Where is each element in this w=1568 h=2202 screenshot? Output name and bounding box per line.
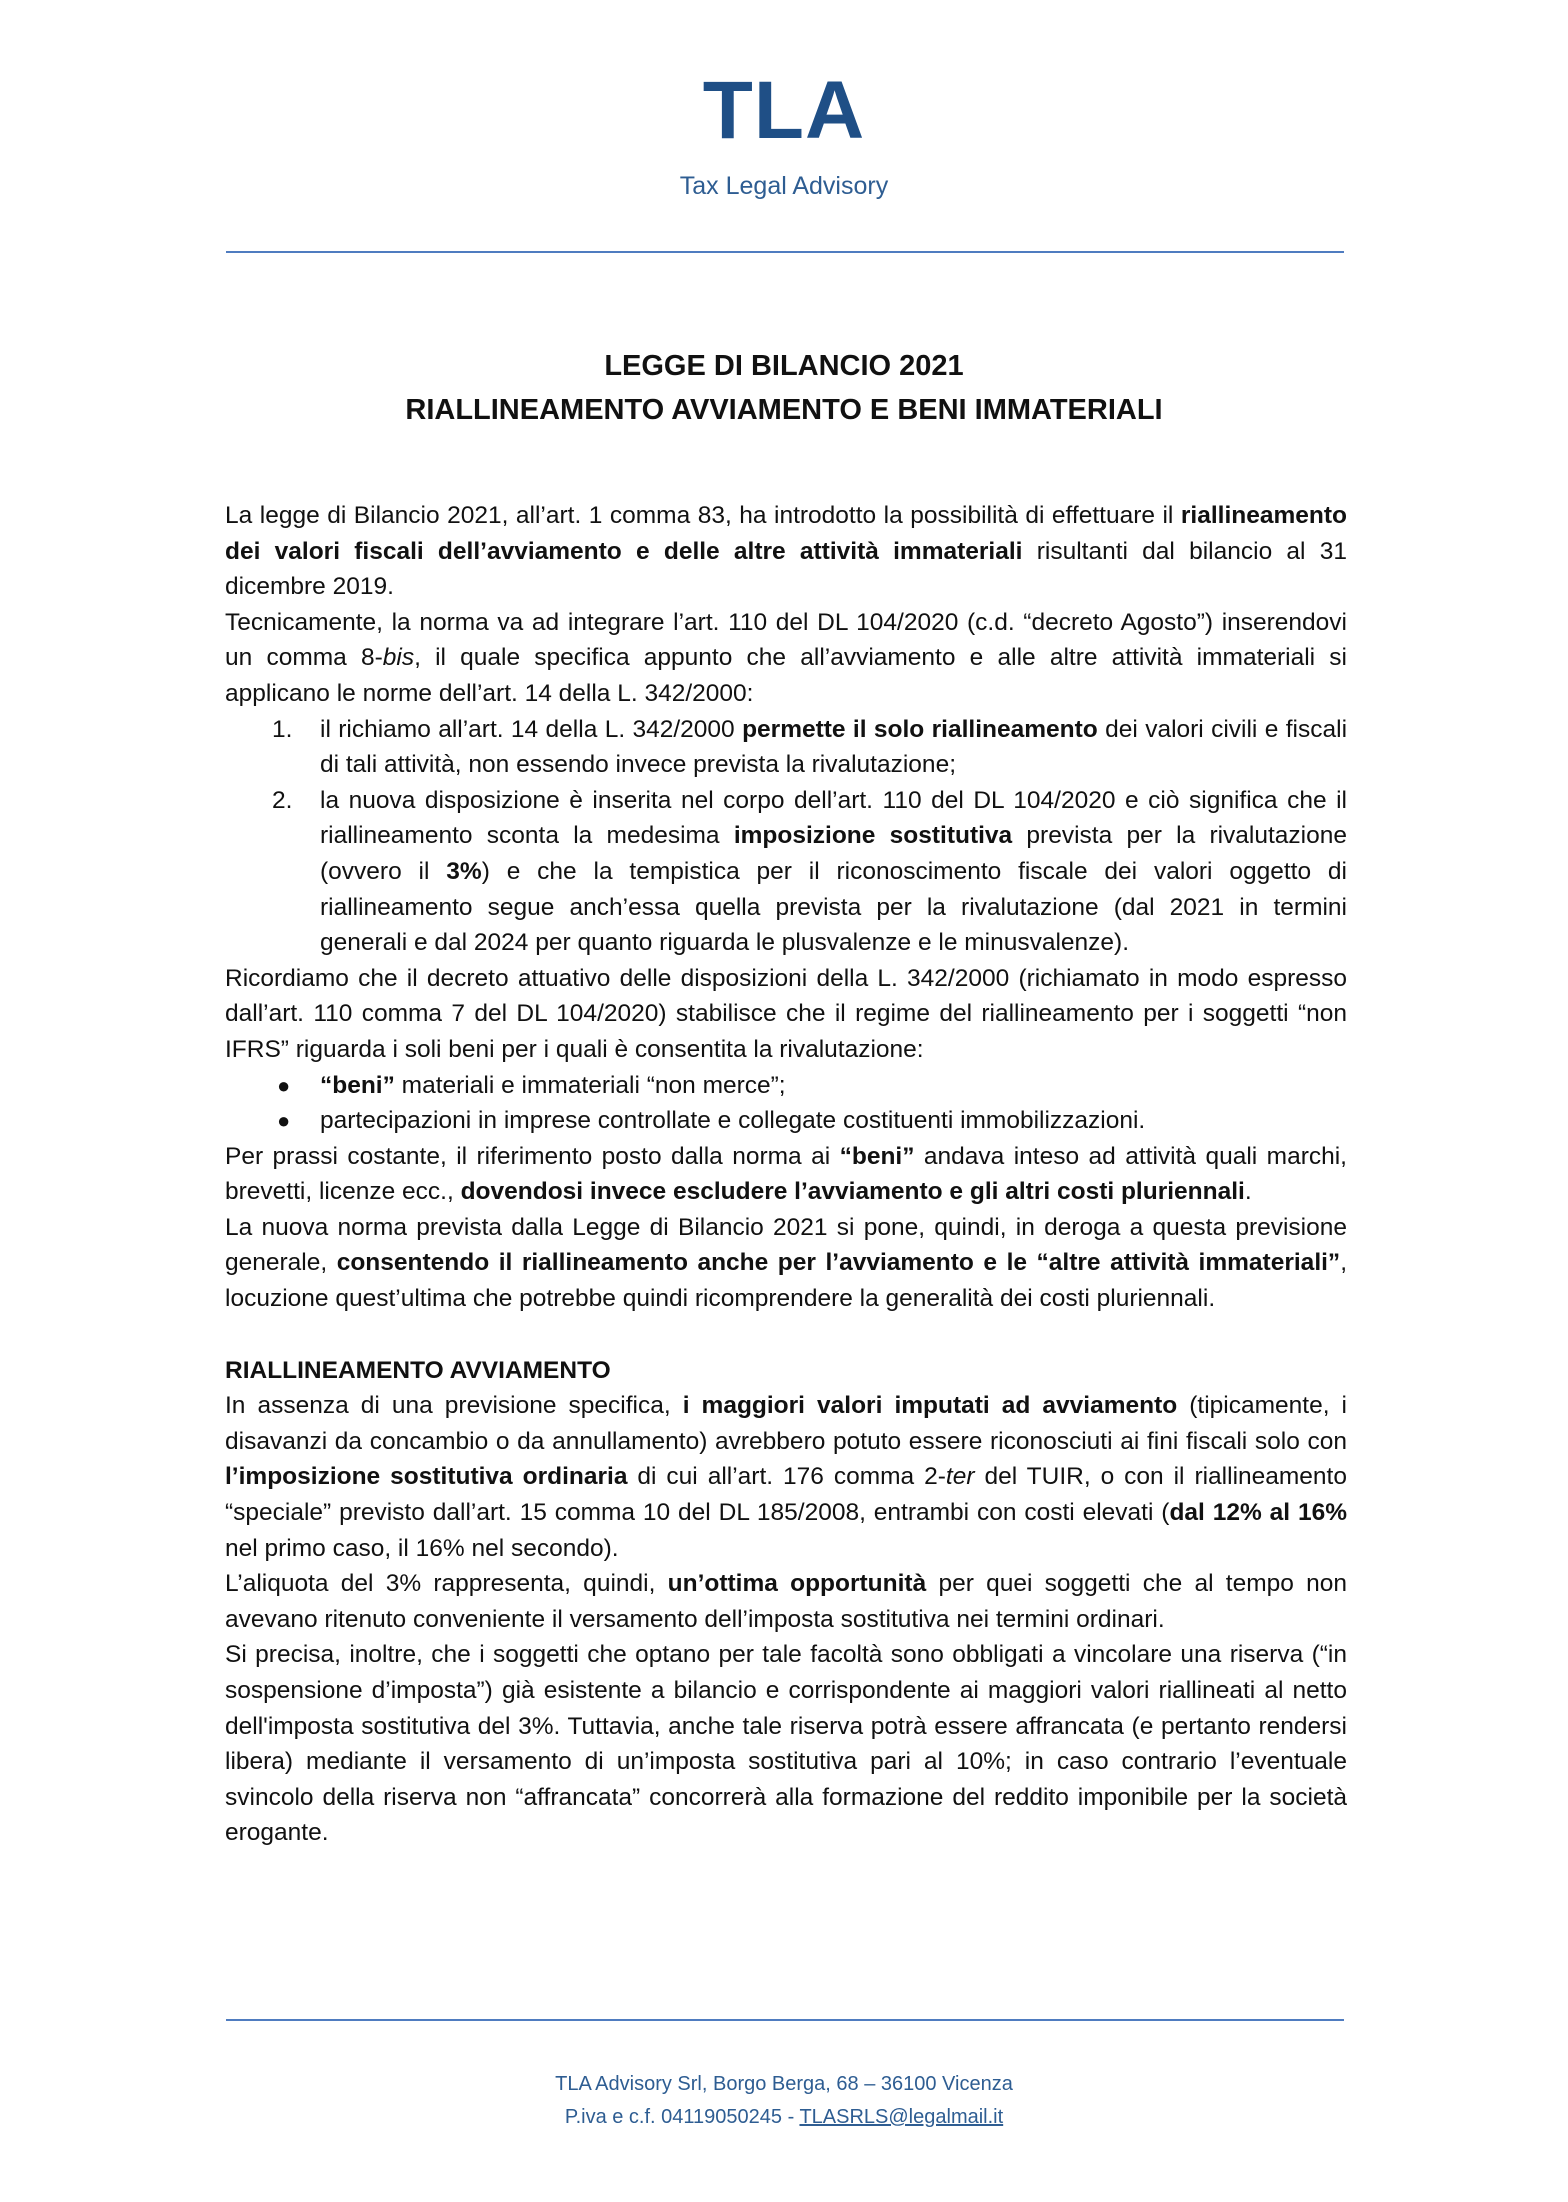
paragraph-technical bbox=[225, 605, 1347, 712]
bold-run: riallineamento dei valori fiscali dell’avviamento e delle altre attività immateriali bbox=[225, 502, 1347, 565]
text-run: La legge di Bilancio 2021, all’art. 1 comma 83, ha introdotto la possibilità di effettuare il bbox=[225, 502, 1181, 529]
text-run: il richiamo all’art. 14 della L. 342/2000 bbox=[320, 715, 743, 743]
paragraph-rate bbox=[225, 1566, 1347, 1637]
bullet-icon: ● bbox=[277, 1072, 291, 1098]
bold-run: i maggiori valori imputati ad avviamento bbox=[682, 1392, 1178, 1420]
list-item bbox=[225, 712, 1347, 783]
title-line-2: RIALLINEAMENTO AVVIAMENTO E BENI IMMATERIALI bbox=[405, 394, 1163, 426]
text-run: L’aliquota del 3% rappresenta, quindi, bbox=[225, 1570, 668, 1598]
bold-run: l’imposizione sostitutiva ordinaria bbox=[225, 1463, 628, 1491]
document-body bbox=[225, 498, 1347, 1851]
section-heading: RIALLINEAMENTO AVVIAMENTO bbox=[225, 1356, 611, 1384]
text-run: (tipicamente, i disavanzi da concambio o da annullamento) avrebbero potuto essere riconosciuti ai fini fiscali solo con bbox=[225, 1392, 1347, 1455]
numbered-list bbox=[225, 712, 1347, 961]
bold-run: dovendosi invece escludere l’avviamento e gli altri costi pluriennali bbox=[460, 1178, 1245, 1206]
text-run: la nuova disposizione è inserita nel corpo dell’art. 110 del DL 104/2020 e ciò significa che il riallineamento sconta la medesima bbox=[320, 786, 1347, 850]
footer-address: TLA Advisory Srl, Borgo Berga, 68 – 36100 Vicenza bbox=[555, 2073, 1013, 2095]
document-title bbox=[0, 344, 1568, 432]
footer-tax-info bbox=[0, 2101, 1568, 2134]
title-line-1: LEGGE DI BILANCIO 2021 bbox=[604, 350, 964, 382]
letterhead bbox=[0, 65, 1568, 201]
text-run: ) e che la tempistica per il riconoscimento fiscale dei valori oggetto di riallineamento segue anch’essa quella prevista per la rivalutazione (dal 2021 in termini generali e dal 2024 per quanto riguarda le plusvalenze e le minusvalenze). bbox=[320, 857, 1347, 957]
text-run: per quei soggetti che al tempo non avevano ritenuto conveniente il versamento dell’imposta sostitutiva nei termini ordinari. bbox=[225, 1570, 1348, 1633]
bold-run: “beni” bbox=[839, 1142, 915, 1170]
italic-run: ter bbox=[945, 1463, 975, 1491]
text-run: nel primo caso, il 16% nel secondo). bbox=[225, 1534, 619, 1562]
text-run: Tecnicamente, la norma va ad integrare l’art. 110 del DL 104/2020 (c.d. “decreto Agosto”) inserendovi un comma 8- bbox=[225, 608, 1347, 672]
bullet-icon: ● bbox=[277, 1108, 291, 1134]
bold-run: 3% bbox=[446, 857, 482, 885]
text-run: partecipazioni in imprese controllate e collegate costituenti immobilizzazioni. bbox=[320, 1107, 1146, 1135]
text-run: prevista per la rivalutazione (ovvero il bbox=[320, 822, 1347, 885]
text-run: Per prassi costante, il riferimento posto dalla norma ai bbox=[225, 1142, 840, 1170]
bold-run: “beni” bbox=[320, 1071, 395, 1099]
bold-run: un’ottima opportunità bbox=[667, 1570, 927, 1598]
text-run: andava inteso ad attività quali marchi, brevetti, licenze ecc., bbox=[225, 1142, 1347, 1206]
text-run: , il quale specifica appunto che all’avviamento e alle altre attività immateriali si applicano le norme dell’art. 14 della L. 342/2000: bbox=[225, 644, 1348, 707]
paragraph-intro bbox=[225, 498, 1347, 605]
text-run: In assenza di una previsione specifica, bbox=[225, 1392, 683, 1420]
company-tagline: Tax Legal Advisory bbox=[679, 172, 889, 200]
spacer bbox=[225, 1317, 1347, 1353]
list-item bbox=[225, 783, 1347, 961]
text-run: materiali e immateriali “non merce”; bbox=[394, 1071, 786, 1099]
bullet-list bbox=[225, 1068, 1347, 1139]
text-run: , locuzione quest’ultima che potrebbe quindi ricomprendere la generalità dei costi pluriennali. bbox=[225, 1249, 1347, 1313]
email-link[interactable]: TLASRLS@legalmail.it bbox=[799, 2106, 1004, 2128]
bold-run: dal 12% al 16% bbox=[1169, 1499, 1347, 1527]
text-run: del TUIR, o con il riallineamento “speciale” previsto dall’art. 15 comma 10 del DL 185/2008, entrambi con costi elevati ( bbox=[225, 1463, 1347, 1527]
paragraph-goodwill bbox=[225, 1388, 1347, 1566]
list-number: 1. bbox=[272, 715, 293, 743]
footer-divider bbox=[226, 2019, 1344, 2021]
text-run: di cui all’art. 176 comma 2- bbox=[627, 1463, 946, 1491]
list-item bbox=[225, 1068, 1347, 1104]
company-logo: TLA bbox=[702, 65, 866, 156]
paragraph-new-rule bbox=[225, 1210, 1347, 1317]
text-run: dei valori civili e fiscali di tali attività, non essendo invece prevista la rivalutazione; bbox=[320, 715, 1348, 779]
list-number: 2. bbox=[272, 786, 293, 814]
paragraph-decree: Ricordiamo che il decreto attuativo delle disposizioni della L. 342/2000 (richiamato in modo espresso dall’art. 110 comma 7 del DL 104/2020) stabilisce che il regime del riallineamento per i soggetti “non IFRS” riguarda i soli beni per i quali è consentita la rivalutazione: bbox=[225, 964, 1347, 1063]
bold-run: imposizione sostitutiva bbox=[733, 822, 1013, 850]
bold-run: consentendo il riallineamento anche per l’avviamento e le “altre attività immateriali” bbox=[336, 1249, 1341, 1277]
bold-run: permette il solo riallineamento bbox=[742, 715, 1098, 743]
header-divider bbox=[226, 251, 1344, 253]
letterhead-footer bbox=[0, 2068, 1568, 2134]
footer-vat: P.iva e c.f. 04119050245 - bbox=[564, 2106, 800, 2128]
paragraph-practice bbox=[225, 1139, 1347, 1210]
text-run: La nuova norma prevista dalla Legge di Bilancio 2021 si pone, quindi, in deroga a questa previsione generale, bbox=[225, 1213, 1347, 1277]
text-run: . bbox=[1244, 1178, 1252, 1206]
italic-run: bis bbox=[382, 644, 415, 672]
text-run: risultanti dal bilancio al 31 dicembre 2019. bbox=[225, 537, 1347, 601]
list-item bbox=[225, 1103, 1347, 1139]
paragraph-reserve: Si precisa, inoltre, che i soggetti che optano per tale facoltà sono obbligati a vincolare una riserva (“in sospensione d’imposta”) già esistente a bilancio e corrispondente ai maggiori valori riallineati al netto dell'imposta sostitutiva del 3%. Tuttavia, anche tale riserva potrà essere affrancata (e pertanto rendersi libera) mediante il versamento di un’imposta sostitutiva pari al 10%; in caso contrario l’eventuale svincolo della riserva non “affrancata” concorrerà alla formazione del reddito imponibile per la società erogante. bbox=[225, 1641, 1347, 1847]
